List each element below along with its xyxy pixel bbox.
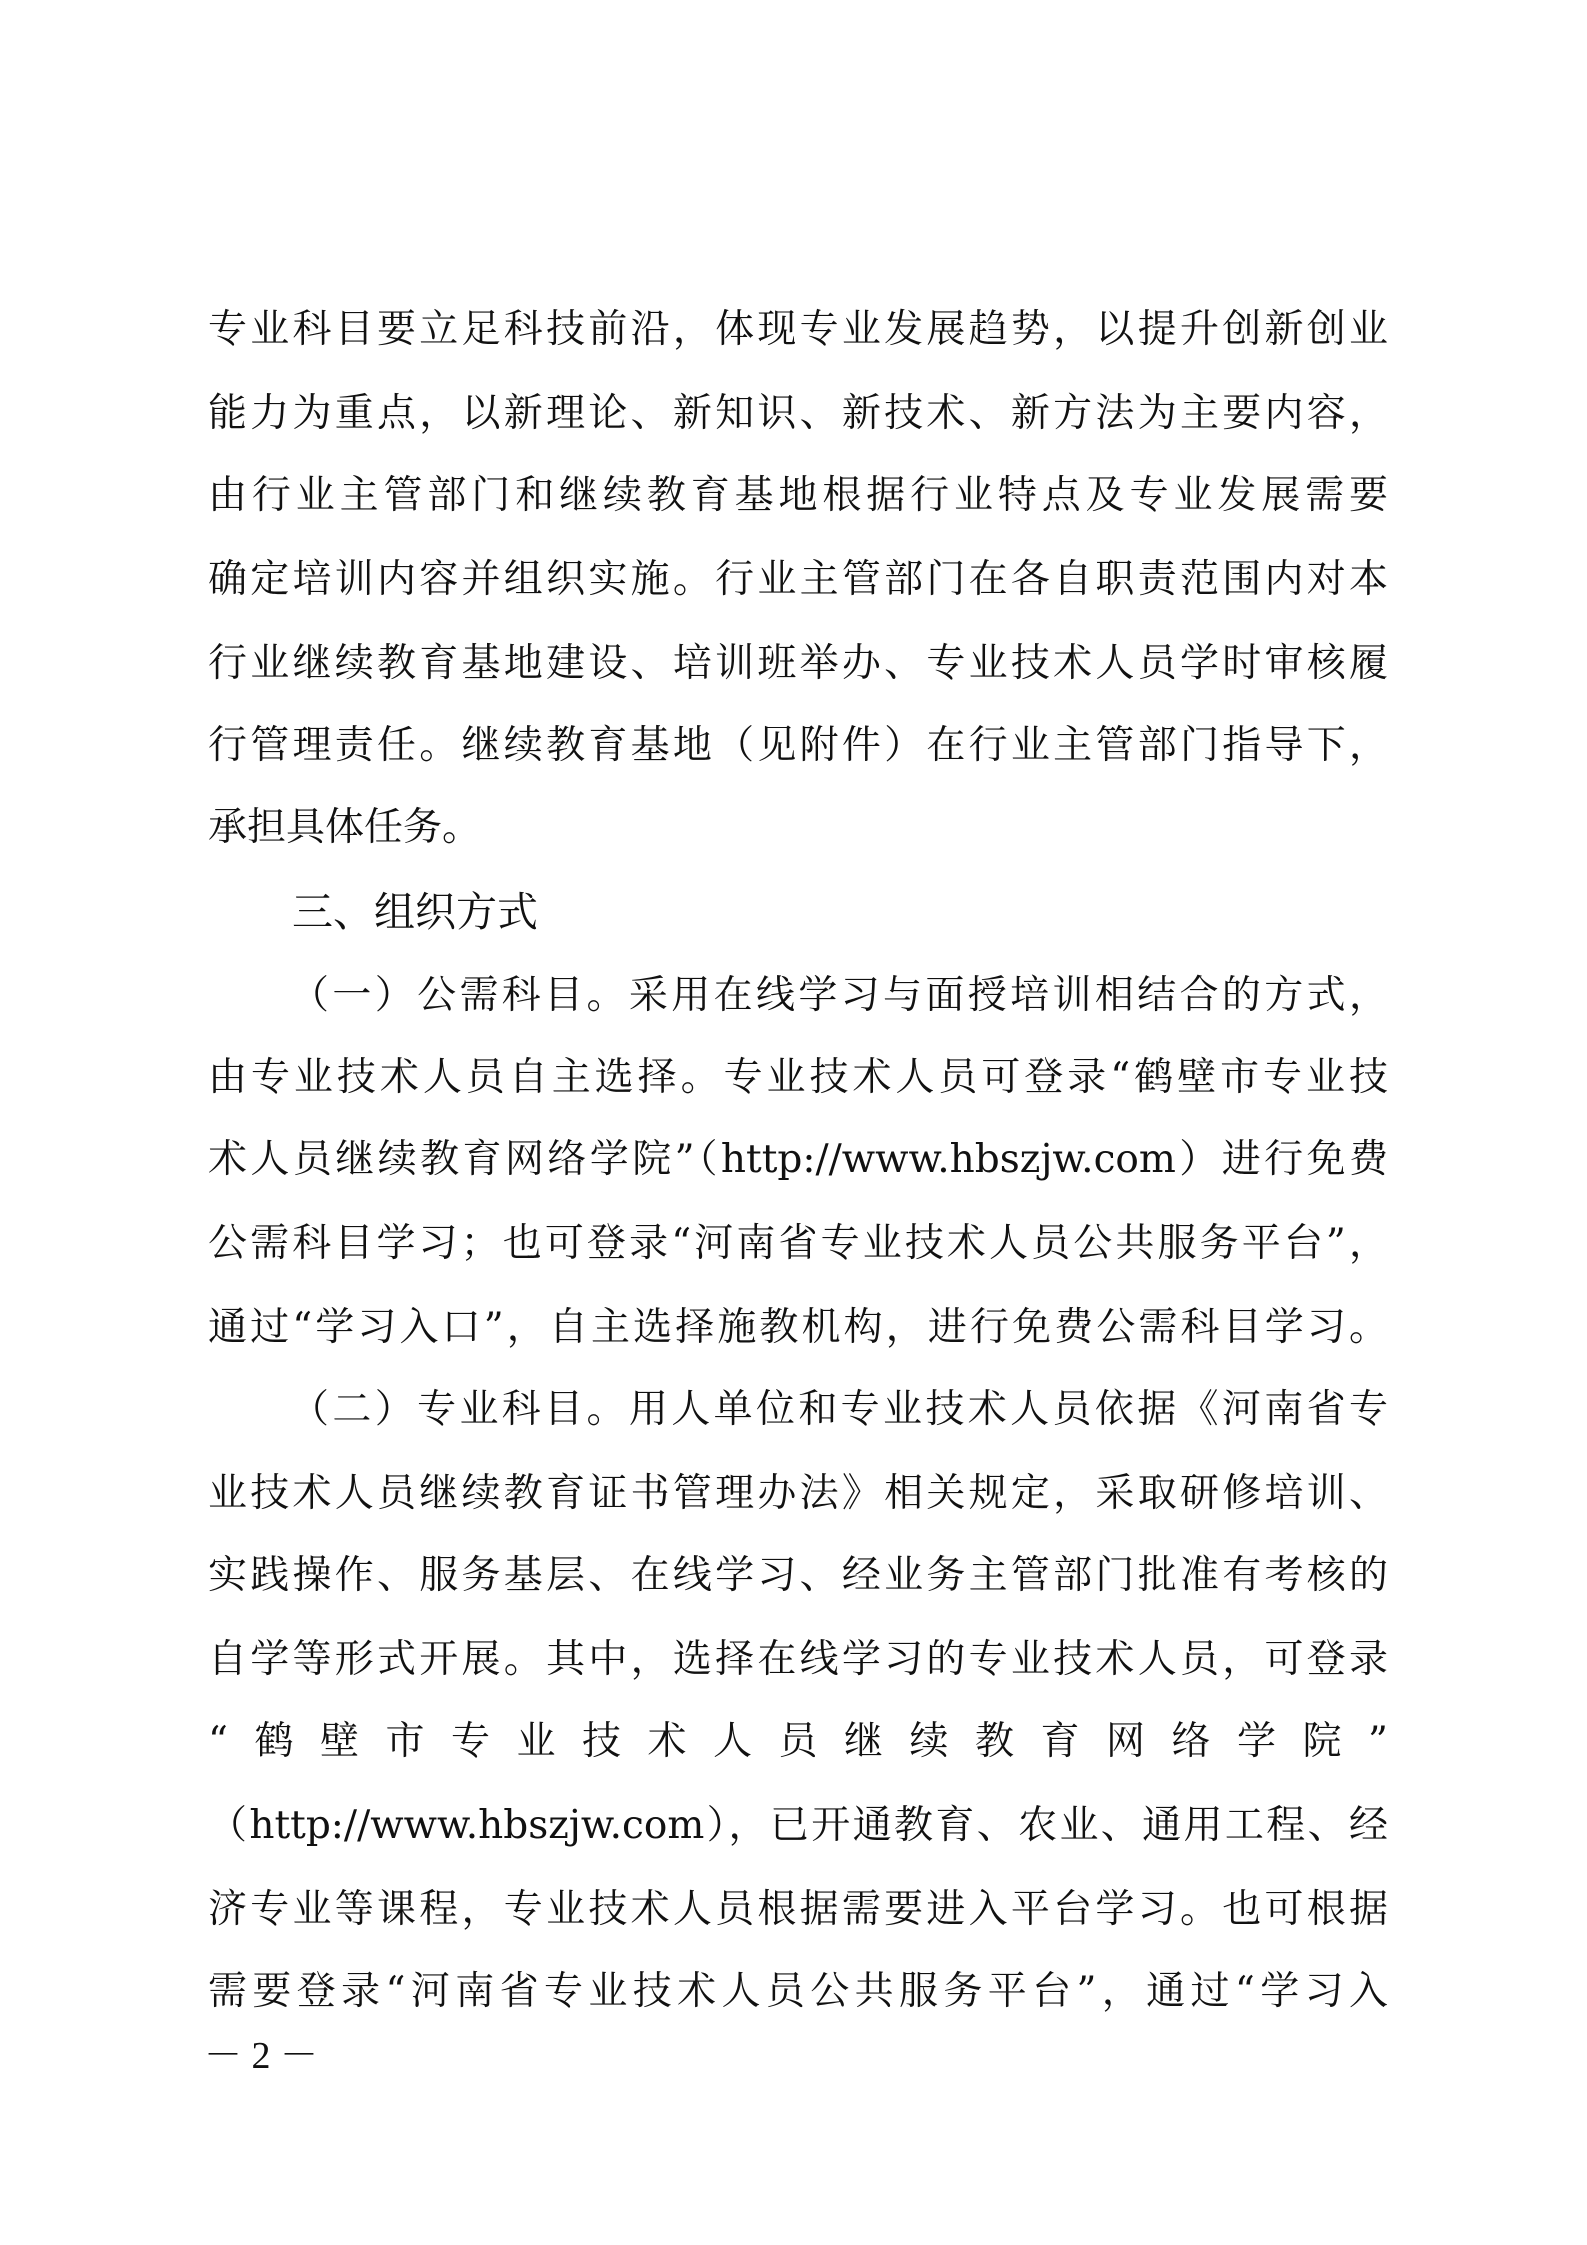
body-text-line: 由行业主管部门和继续教育基地根据行业特点及专业发展需要 [208,473,1388,518]
body-text-line: 行业继续教育基地建设、培训班举办、专业技术人员学时审核履 [208,641,1388,686]
body-text-line: 需要登录“河南省专业技术人员公共服务平台”，通过“学习入 [208,1969,1388,2014]
body-text-line: 确定培训内容并组织实施。行业主管部门在各自职责范围内对本 [208,557,1388,602]
body-text-line: （一）公需科目。采用在线学习与面授培训相结合的方式， [290,973,1388,1018]
page-number: － 2 － [204,2035,319,2077]
body-text-line: 术人员继续教育网络学院”（http://www.hbszjw.com）进行免费 [208,1137,1388,1182]
body-text-line: 实践操作、服务基层、在线学习、经业务主管部门批准有考核的 [208,1553,1388,1598]
body-text-line: 专业科目要立足科技前沿，体现专业发展趋势，以提升创新创业 [208,307,1388,352]
body-text-line: 自学等形式开展。其中，选择在线学习的专业技术人员，可登录 [208,1637,1388,1682]
body-text-line: 由专业技术人员自主选择。专业技术人员可登录“鹤壁市专业技 [208,1055,1388,1100]
body-text-line: 公需科目学习；也可登录“河南省专业技术人员公共服务平台”， [208,1221,1388,1266]
body-text-line: 业技术人员继续教育证书管理办法》相关规定，采取研修培训、 [208,1471,1388,1516]
body-text-line: （http://www.hbszjw.com），已开通教育、农业、通用工程、经 [208,1803,1388,1848]
body-text-line: 通过“学习入口”，自主选择施教机构，进行免费公需科目学习。 [208,1305,1388,1350]
body-text-line: 行管理责任。继续教育基地（见附件）在行业主管部门指导下， [208,723,1388,768]
body-text-line: 济专业等课程，专业技术人员根据需要进入平台学习。也可根据 [208,1887,1388,1932]
body-text-line: 承担具体任务。 [208,805,482,850]
body-text-line: 能力为重点，以新理论、新知识、新技术、新方法为主要内容， [208,391,1388,436]
body-text-line: （二）专业科目。用人单位和专业技术人员依据《河南省专 [290,1387,1388,1432]
section-heading: 三、组织方式 [292,888,538,936]
body-text-line: “鹤壁市专业技术人员继续教育网络学院” [208,1719,1388,1764]
